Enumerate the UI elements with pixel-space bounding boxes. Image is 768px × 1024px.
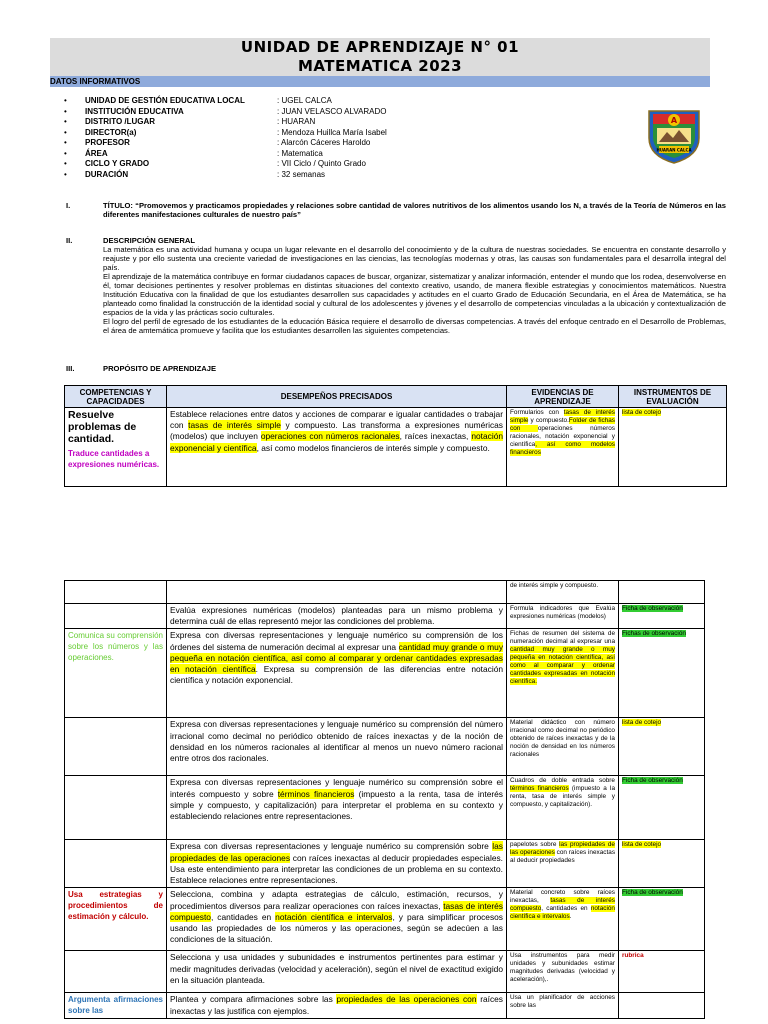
- evidencia-cell: [507, 604, 619, 629]
- description-heading: DESCRIPCIÓN GENERAL: [103, 236, 195, 245]
- competence-cell: [65, 993, 167, 1018]
- desempeno-cell: [167, 604, 507, 629]
- instrumento-cell: [619, 951, 705, 993]
- section-title: I. TÍTULO: “Promovemos y practicamos propiedades y relaciones sobre cantidad de valores nutritivos de los alimentos usando los N, a través de la Teoría de Números en las diferentes manifestaciones culturales de nuestro país”: [66, 201, 726, 219]
- table-row: [65, 408, 727, 487]
- bullet-icon: •: [64, 148, 67, 158]
- bullet-icon: •: [64, 117, 67, 126]
- bullet-icon: •: [64, 106, 67, 116]
- instrumento-cell: [619, 604, 705, 629]
- desempeno-cell: [167, 581, 507, 604]
- text-segment: Expresa con diversas representaciones y lenguaje numérico su comprensión sobre el interés compuesto y sobre: [170, 777, 503, 799]
- table-row: [65, 718, 705, 776]
- table-row: [65, 993, 705, 1018]
- header-instrumentos: INSTRUMENTOS DE EVALUACIÓN: [619, 386, 727, 408]
- info-label: CICLO Y GRADO: [85, 159, 150, 168]
- capacity-name: Usa estrategias y procedimientos de estimación y cálculo.: [68, 890, 163, 922]
- bullet-icon: •: [64, 169, 67, 179]
- desempeno-cell: [167, 776, 507, 840]
- capacity-name: Traduce cantidades a expresiones numéricas.: [68, 449, 160, 469]
- text-segment: y compuesto.: [528, 417, 569, 424]
- highlighted-text: Folder de fichas con: [510, 417, 615, 432]
- school-logo: [645, 108, 703, 164]
- instrumento-cell: [619, 629, 705, 718]
- evidencia-cell: [507, 629, 619, 718]
- competence-cell: [65, 840, 167, 888]
- highlighted-text: cantidad muy grande o muy pequeña en notación científica, así como al comparar y ordenar cantidades expresadas en notación científica: [170, 641, 504, 675]
- text-segment: Expresa con diversas representaciones y lenguaje numérico su comprensión del número irracional como decimal no periódico obtenido de raíces inexactas y de la noción de densidad en los números racionales al identificar al menos un nuevo número racional entre otros dos racionales.: [170, 719, 503, 764]
- evidencia-cell: [507, 888, 619, 951]
- evidencia-cell: [507, 951, 619, 993]
- highlighted-text: propiedades de las operaciones con: [336, 994, 477, 1005]
- bullet-icon: •: [64, 159, 67, 168]
- bullet-icon: •: [64, 96, 67, 105]
- text-segment: Material didáctico con número irracional como decimal no periódico obtenido de raíces inexactas y de la noción de densidad en los números racionales: [510, 719, 615, 759]
- instrument-label: Ficha de observación: [622, 777, 683, 785]
- info-label: UNIDAD DE GESTIÓN EDUCATIVA LOCAL: [85, 96, 245, 105]
- text-segment: Plantea y compara afirmaciones sobre las: [170, 994, 337, 1005]
- highlighted-text: cantidad muy grande o muy pequeña en notación científica, así como al comparar y ordenar cantidades expresadas en notación científica.: [510, 646, 615, 686]
- info-value: : Alarcón Cáceres Haroldo: [277, 138, 371, 147]
- text-segment: de interés simple y compuesto.: [510, 582, 599, 589]
- instrument-label: lista de cotejo: [622, 719, 662, 727]
- learning-purpose-table-continued: [64, 580, 705, 1019]
- info-value: : 32 semanas: [277, 169, 326, 179]
- highlighted-text: tasas de interés simple: [188, 420, 281, 431]
- info-label: ÁREA: [85, 148, 108, 158]
- info-value: : Mendoza Huillca María Isabel: [277, 127, 387, 137]
- competence-cell: [65, 718, 167, 776]
- table-row: [65, 581, 705, 604]
- text-segment: Usa un planificador de acciones sobre las: [510, 994, 615, 1010]
- text-segment: , raíces inexactas,: [399, 431, 472, 442]
- evidencia-cell: [507, 718, 619, 776]
- highlighted-text: tasas de interés compuesto: [170, 900, 503, 922]
- competence-cell: [65, 581, 167, 604]
- unit-title: UNIDAD DE APRENDIZAJE N° 01: [240, 38, 520, 56]
- info-value: : VII Ciclo / Quinto Grado: [277, 159, 366, 168]
- text-segment: . Expresa su comprensión de las diferencias entre notación científica y notación exponencial.: [170, 664, 504, 686]
- text-segment: (impuesto a la renta, tasa de interés simple y compuesto, y capitalización).: [510, 785, 616, 809]
- competence-cell: [65, 629, 167, 718]
- learning-purpose-table: [64, 385, 727, 487]
- bullet-icon: •: [64, 127, 67, 137]
- table-row: [65, 776, 705, 840]
- highlighted-text: notación científica e intervalos: [275, 911, 393, 922]
- text-segment: Formula indicadores que Evalúa expresiones numéricas (modelos): [510, 605, 615, 620]
- highlighted-text: las propiedades de las operaciones: [170, 841, 503, 863]
- text-segment: y compuesto. Las transforma a expresiones numéricas (modelos) que incluyen: [170, 420, 503, 442]
- info-value: : UGEL CALCA: [277, 96, 332, 105]
- description-paragraph-1: La matemática es una actividad humana y ocupa un lugar relevante en el desarrollo del conocimiento y de la cultura de nuestras sociedades. Se encuentra en constante desarrollo y reajuste y por ello sustenta una creciente variedad de investigaciones en las ciencias, las tecnologías modernas y otras, las causas son fundamentales para el desarrolla integral del país.: [103, 245, 726, 272]
- evidencia-cell: [507, 840, 619, 888]
- text-segment: notación exponencial y científica: [510, 433, 615, 448]
- instrumento-cell: [619, 840, 705, 888]
- instrument-label: rubrica: [622, 952, 644, 960]
- highlighted-text: términos financieros: [277, 788, 355, 799]
- desempeno-cell: [167, 993, 507, 1018]
- instrumento-cell: [619, 776, 705, 840]
- info-label: INSTITUCIÓN EDUCATIVA: [85, 106, 184, 116]
- desempeno-cell: [167, 951, 507, 993]
- evidencia-cell: [507, 408, 619, 487]
- text-segment: Fichas de resumen del sistema de numeración decimal al expresar una: [510, 630, 615, 646]
- instrumento-cell: [619, 581, 705, 604]
- highlighted-text: tasas de interés simple: [510, 409, 615, 424]
- table-row: [65, 888, 705, 951]
- svg-text:A: A: [670, 116, 678, 125]
- description-paragraph-3: El logro del perfil de egresado de los estudiantes de la educación Básica requiere el desarrollo de diversas competencias. A través del enfoque centrado en el Desarrollo de Problemas, el área de amtemática promueve y facilita que los estudiantes desarrollen las siguientes competencias.: [103, 317, 726, 335]
- competence-cell: [65, 888, 167, 951]
- highlighted-text: notación científica e intervalos: [510, 905, 615, 921]
- instrument-label: Fichas de observación: [622, 630, 686, 638]
- competence-name: Resuelve problemas de cantidad.: [68, 409, 137, 445]
- datos-informativos-label: DATOS INFORMATIVOS: [50, 76, 710, 87]
- svg-text:HUARAN CALCA: HUARAN CALCA: [656, 147, 692, 153]
- instrument-label: Ficha de observación: [622, 605, 683, 612]
- highlighted-text: tasas de interés compuesto: [510, 897, 615, 913]
- highlighted-text: las propiedades de las operaciones: [510, 841, 615, 857]
- text-segment: Establece relaciones entre datos y acciones de comparar e igualar cantidades o trabajar con: [170, 409, 503, 431]
- instrumento-cell: lista de cotejo: [619, 408, 727, 487]
- instrument-label: lista de cotejo: [622, 841, 662, 849]
- text-segment: , así como modelos financieros de interés simple y compuesto.: [256, 442, 490, 453]
- text-segment: Selecciona y usa unidades y subunidades e instrumentos pertinentes para estimar y medir magnitudes derivadas (velocidad y aceleración), según el nivel de exactitud exigido en la situación planteada.: [170, 952, 503, 985]
- capacity-name: Argumenta afirmaciones sobre las: [68, 995, 163, 1016]
- text-segment: .: [569, 913, 572, 921]
- table-row: [65, 840, 705, 888]
- text-segment: Selecciona, combina y adapta estrategias de cálculo, estimación, recursos, y procedimientos diversos para realizar operaciones con raíces inexactas,: [170, 889, 503, 911]
- text-segment: operaciones números racionales,: [510, 425, 615, 440]
- text-segment: Usa instrumentos para medir unidades y subunidades estimar magnitudes derivadas (velocidad y aceleración),.: [510, 952, 615, 984]
- text-segment: Formularios con: [510, 409, 564, 416]
- info-label: DISTRITO /LUGAR: [85, 117, 156, 126]
- text-segment: (impuesto a la renta, tasa de interés simple y compuesto, y capitalización) para interpretar el problema en su contexto y estableciendo relaciones entre representaciones.: [170, 788, 503, 822]
- text-segment: papelotes sobre: [510, 841, 560, 849]
- info-label: DIRECTOR(a): [85, 127, 137, 137]
- instrument-label: Ficha de observación: [622, 889, 683, 897]
- text-segment: raíces inexactas y las justifica con ejemplos.: [170, 994, 503, 1016]
- text-segment: Expresa con diversas representaciones y lenguaje numérico su comprensión de los órdenes del sistema de numeración decimal al expresar una: [170, 630, 503, 652]
- highlighted-text: , así como modelos financieros: [510, 441, 615, 456]
- section-description: II. DESCRIPCIÓN GENERAL La matemática es una actividad humana y ocupa un lugar relevante en el desarrollo del conocimiento y de la cultura de nuestras sociedades. Se encuentra en constante desarrollo y reajuste y por ello sustenta una creciente variedad de investigaciones en las ciencias, las tecnologías modernas y otras, las causas son fundamentales para el desarrolla integral del país. El aprendizaje de la matemática contribuye en formar ciudadanos capaces de buscar, organizar, sistematizar y analizar información, entender el mundo que los rodea, desenvolverse en él, tomar decisiones pertinentes y resolver problemas en distintas situaciones del contexto creativo, usando, de manera flexible estrategias y conocimientos matemáticos. Nuestra Institución Educativa con la finalidad de que los estudiantes desarrollen sus capacidades y actitudes en el cuarto Grado de Educación Secundaria, en el Área de Matemática, se ha planteado como finalidad la construcción de la identidad social y cultural de los adolescentes y jóvenes y el desarrollo de competencias vinculadas a la ubicación y contextualización de espacios de la vida y las prácticas socio culturales. El logro del perfil de egresado de los estudiantes de la educación Básica requiere el desarrollo de diversas competencias. A través del enfoque centrado en el Desarrollo de Problemas, el área de amtemática promueve y facilita que los estudiantes desarrollen las siguientes competencias.: [66, 236, 726, 335]
- info-label: PROFESOR: [85, 138, 130, 147]
- highlighted-text: notación exponencial y científica: [170, 431, 504, 453]
- competence-cell: [65, 951, 167, 993]
- section-purpose: III. PROPÓSITO DE APRENDIZAJE: [66, 364, 217, 373]
- text-segment: , cantidades en: [210, 911, 276, 922]
- desempeno-cell: [167, 718, 507, 776]
- evidencia-cell: [507, 581, 619, 604]
- unit-title-text: TÍTULO: “Promovemos y practicamos propiedades y relaciones sobre cantidad de valores nutritivos de los alimentos usando los N, a través de la Teoría de Números en las diferentes manifestaciones culturales de nuestro país”: [103, 201, 726, 219]
- desempeno-cell: [167, 408, 507, 487]
- evidencia-cell: [507, 993, 619, 1018]
- header-evidencias: EVIDENCIAS DE APRENDIZAJE: [507, 386, 619, 408]
- highlighted-text: términos financieros: [510, 785, 569, 793]
- instrumento-cell: [619, 888, 705, 951]
- competence-cell: [65, 604, 167, 629]
- header-competencias: COMPETENCIAS Y CAPACIDADES: [65, 386, 167, 408]
- text-segment: con raíces inexactas al deducir propiedades: [510, 849, 616, 865]
- text-segment: Cuadros de doble entrada sobre: [510, 777, 615, 785]
- competence-cell: [65, 776, 167, 840]
- title-band: [50, 38, 710, 76]
- table-row: [65, 629, 705, 718]
- info-label: DURACIÓN: [85, 169, 129, 179]
- capacity-name: Comunica su comprensión sobre los números y las operaciones.: [68, 631, 163, 663]
- info-value: : HUARAN: [277, 117, 316, 126]
- text-segment: Material concreto sobre raíces inexactas,: [510, 889, 615, 905]
- text-segment: Expresa con diversas representaciones y lenguaje numérico su comprensión sobre: [170, 841, 493, 852]
- info-value: : JUAN VELASCO ALVARADO: [277, 106, 387, 116]
- instrumento-cell: [619, 718, 705, 776]
- desempeno-cell: [167, 840, 507, 888]
- text-segment: con raíces inexactas al deducir propiedades especiales. Usa este entendimiento para interpretar las condiciones de un problema en su contexto. Establece relaciones entre representaciones.: [170, 852, 504, 886]
- header-desempenos: DESEMPEÑOS PRECISADOS: [167, 386, 507, 408]
- desempeno-cell: [167, 629, 507, 718]
- text-segment: Evalúa expresiones numéricas (modelos) planteadas para un mismo problema y determina cuál de ellas representó mejor las condiciones del problema.: [170, 605, 503, 627]
- instrumento-cell: [619, 993, 705, 1018]
- text-segment: , y para simplificar procesos usando las propiedades de los números y las operaciones, según se adecúen a las condiciones de la situación.: [170, 911, 503, 945]
- desempeno-cell: [167, 888, 507, 951]
- table-row: [65, 951, 705, 993]
- table-row: [65, 604, 705, 629]
- highlighted-text: operaciones con números racionales: [260, 431, 400, 442]
- subject-title: MATEMATICA 2023: [297, 57, 463, 75]
- text-segment: , cantidades en: [541, 905, 591, 913]
- info-value: : Matematica: [277, 148, 323, 158]
- evidencia-cell: [507, 776, 619, 840]
- bullet-icon: •: [64, 138, 67, 147]
- description-paragraph-2: El aprendizaje de la matemática contribuye en formar ciudadanos capaces de buscar, organizar, sistematizar y analizar información, entender el mundo que los rodea, desenvolverse en él, tomar decisiones pertinentes y resolver problemas en distintas situaciones del contexto creativo, usando, de manera flexible estrategias y conocimientos matemáticos. Nuestra Institución Educativa con la finalidad de que los estudiantes desarrollen sus capacidades y actitudes en el cuarto Grado de Educación Secundaria, en el Área de Matemática, se ha planteado como finalidad la construcción de la identidad social y cultural de los adolescentes y jóvenes y el desarrollo de competencias vinculadas a la ubicación y contextualización de espacios de la vida y las prácticas socio culturales.: [103, 272, 726, 317]
